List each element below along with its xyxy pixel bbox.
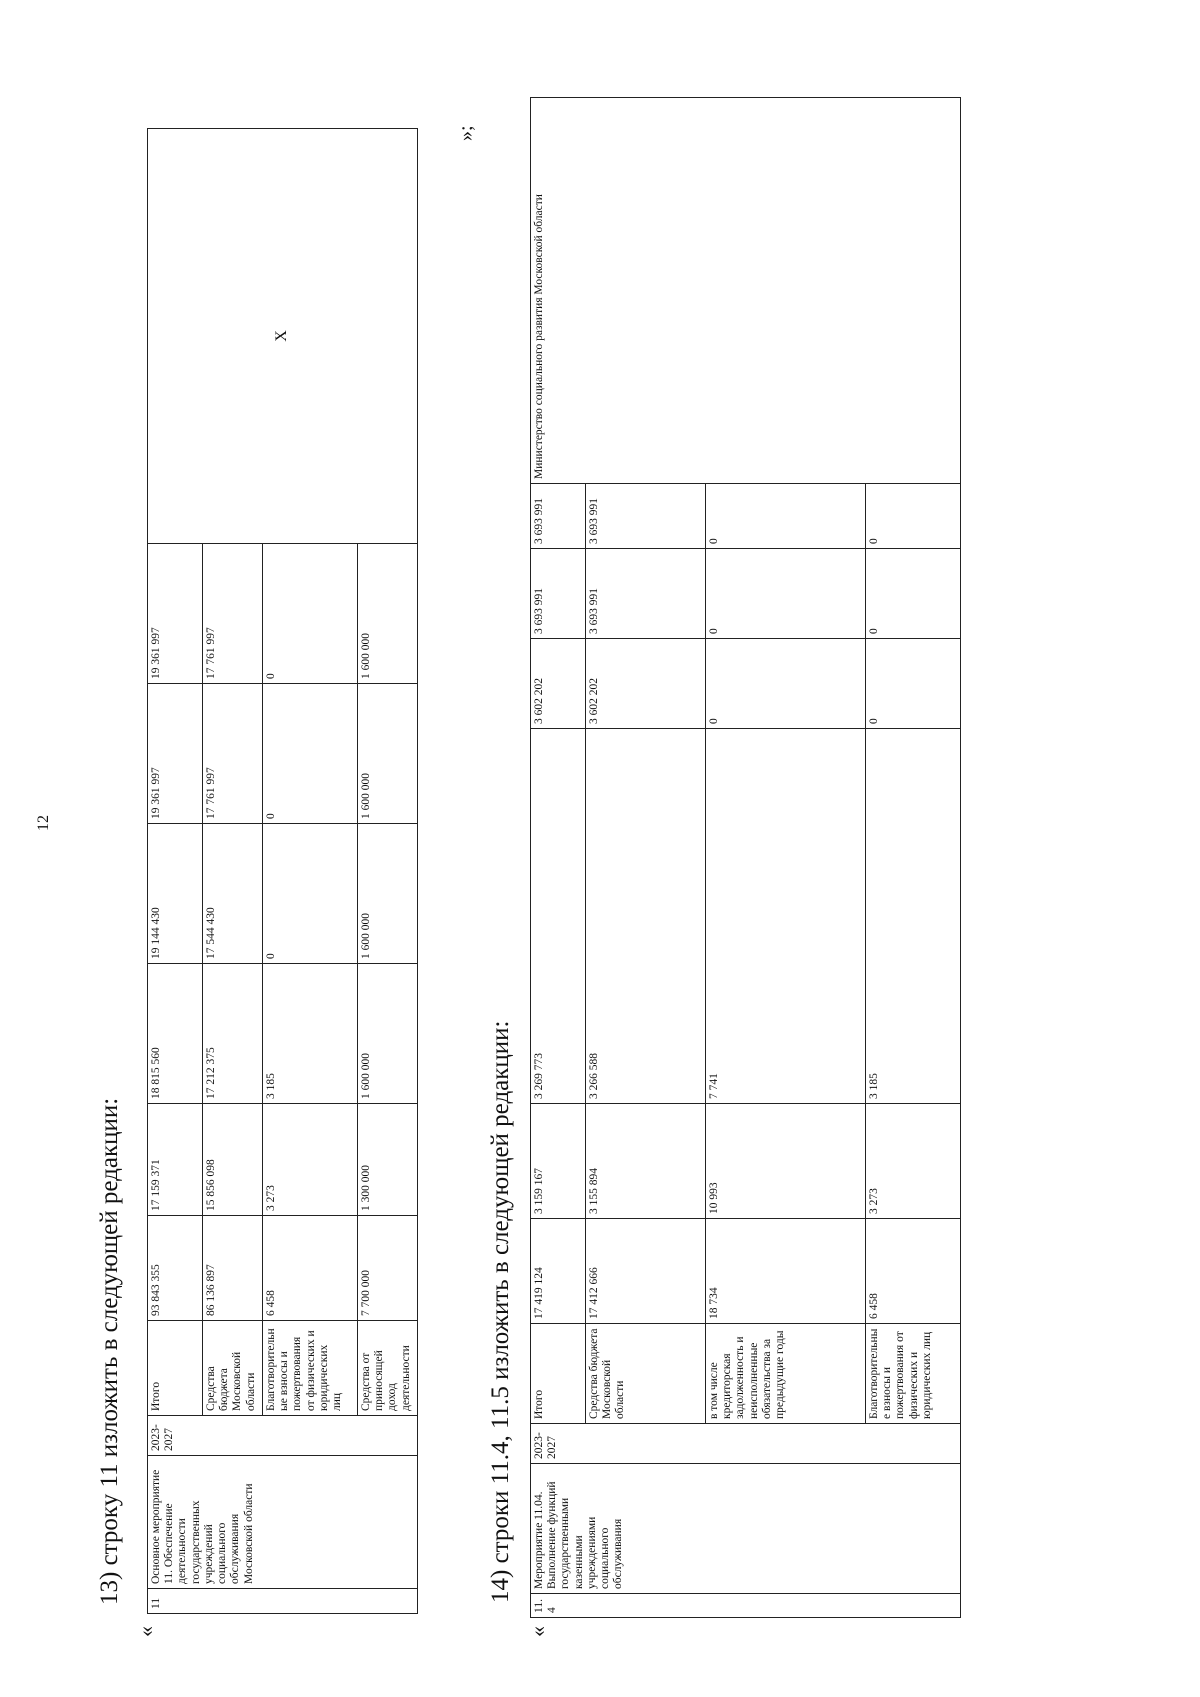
year-2027-cell: 0 (866, 484, 961, 549)
source-cell: Благотворительные взносы и пожертвования от физических и юридических лиц (263, 1321, 358, 1416)
year-2024-cell: 17 212 375 (203, 964, 263, 1104)
year-2025-cell: 0 (866, 639, 961, 729)
year-2025-cell: 3 602 202 (586, 639, 706, 729)
table-section-13 (147, 128, 418, 1614)
year-2023-cell: 1 300 000 (358, 1104, 418, 1216)
year-2025-cell: 3 602 202 (531, 639, 586, 729)
table-row (531, 98, 586, 1618)
source-cell: Средства бюджета Московской области (203, 1321, 263, 1416)
year-2027-cell: 17 761 997 (203, 544, 263, 684)
heading-14: 14) строки 11.4, 11.5 изложить в следующей редакции: (487, 1020, 514, 1603)
heading-13: 13) строку 11 изложить в следующей редакции: (96, 1097, 123, 1605)
close-quote-13: »; (455, 125, 477, 141)
year-2027-cell: 1 600 000 (358, 544, 418, 684)
rotated-landscape-content (0, 97, 1200, 1697)
total-cell: 17 419 124 (531, 1219, 586, 1324)
year-2027-cell: 3 693 991 (586, 484, 706, 549)
total-cell: 7 700 000 (358, 1216, 418, 1321)
year-2027-cell: 3 693 991 (531, 484, 586, 549)
year-2026-cell: 3 693 991 (531, 549, 586, 639)
year-2025-cell: 19 144 430 (148, 824, 203, 964)
x-mark: X (273, 330, 291, 342)
event-name: Мероприятие 11.04. Выполнение функций государственными казенными учреждениями социального обслуживания (531, 1464, 961, 1594)
year-2026-cell: 0 (706, 549, 866, 639)
year-2023-cell: 3 273 (263, 1104, 358, 1216)
open-quote-13: « (133, 1626, 158, 1637)
year-2026-cell: 17 761 997 (203, 684, 263, 824)
year-2024-cell: 1 600 000 (358, 964, 418, 1104)
year-2024-cell: 3 266 588 (586, 729, 706, 1104)
row-number: 11.4 (531, 1594, 961, 1618)
source-cell: Итого (531, 1324, 586, 1424)
year-2025-cell: 1 600 000 (358, 824, 418, 964)
year-2023-cell: 10 993 (706, 1104, 866, 1219)
year-2024-cell: 3 185 (263, 964, 358, 1104)
source-cell: Итого (148, 1321, 203, 1416)
year-2026-cell: 0 (263, 684, 358, 824)
year-2027-cell: 19 361 997 (148, 544, 203, 684)
year-2023-cell: 3 159 167 (531, 1104, 586, 1219)
year-2027-cell: 0 (706, 484, 866, 549)
period: 2023-2027 (148, 1416, 418, 1456)
period: 2023-2027 (531, 1424, 961, 1464)
open-quote-14: « (525, 1626, 550, 1637)
year-2023-cell: 3 155 894 (586, 1104, 706, 1219)
executor-cell: Министерство социального развития Московской области (531, 98, 961, 484)
year-2023-cell: 17 159 371 (148, 1104, 203, 1216)
page-number: 12 (35, 815, 52, 831)
row-number: 11 (148, 1589, 418, 1614)
x-mark-cell (148, 129, 418, 544)
year-2023-cell: 3 273 (866, 1104, 961, 1219)
year-2025-cell: 0 (263, 824, 358, 964)
total-cell: 6 458 (263, 1216, 358, 1321)
source-cell: Средства бюджета Московской области (586, 1324, 706, 1424)
year-2026-cell: 0 (866, 549, 961, 639)
year-2023-cell: 15 856 098 (203, 1104, 263, 1216)
source-cell: в том числе кредиторская задолженность и неисполненные обязательства за предыдущие годы (706, 1324, 866, 1424)
year-2024-cell: 3 185 (866, 729, 961, 1104)
total-cell: 86 136 897 (203, 1216, 263, 1321)
event-name: Основное мероприятие 11. Обеспечение деятельности государственных учреждений социального обслуживания Московской области (148, 1456, 418, 1589)
total-cell: 93 843 355 (148, 1216, 203, 1321)
year-2027-cell: 0 (263, 544, 358, 684)
year-2026-cell: 3 693 991 (586, 549, 706, 639)
year-2025-cell: 0 (706, 639, 866, 729)
year-2024-cell: 3 269 773 (531, 729, 586, 1104)
source-cell: Средства от приносящей доход деятельности (358, 1321, 418, 1416)
year-2026-cell: 1 600 000 (358, 684, 418, 824)
total-cell: 17 412 666 (586, 1219, 706, 1324)
table-row (148, 129, 203, 1614)
total-cell: 18 734 (706, 1219, 866, 1324)
year-2024-cell: 18 815 560 (148, 964, 203, 1104)
year-2026-cell: 19 361 997 (148, 684, 203, 824)
source-cell: Благотворительные взносы и пожертвования от физических и юридических лиц (866, 1324, 961, 1424)
year-2024-cell: 7 741 (706, 729, 866, 1104)
year-2025-cell: 17 544 430 (203, 824, 263, 964)
total-cell: 6 458 (866, 1219, 961, 1324)
table-section-14 (530, 97, 961, 1618)
